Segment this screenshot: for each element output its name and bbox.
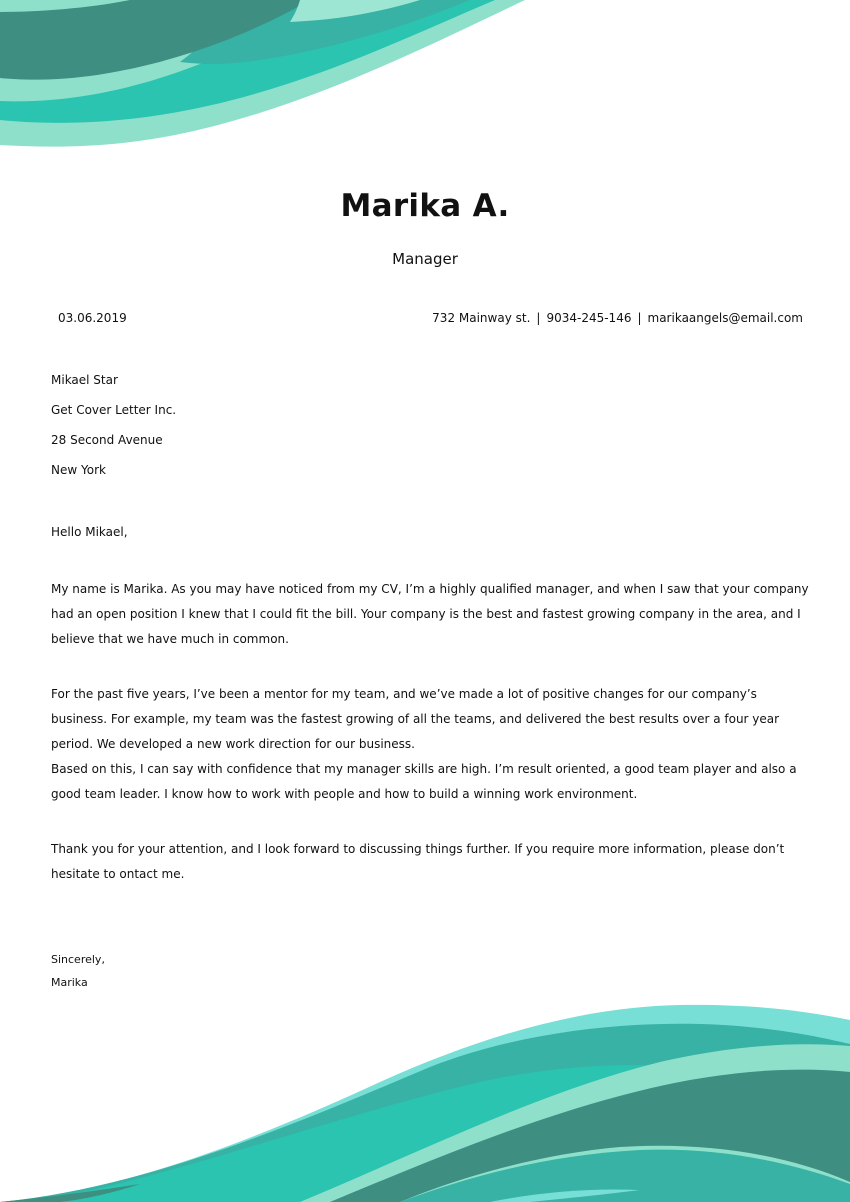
contact-phone: 9034-245-146 — [546, 311, 632, 325]
contact-line — [432, 311, 803, 325]
recipient-street: 28 Second Avenue — [51, 433, 163, 447]
candidate-role: Manager — [392, 250, 458, 268]
top-wave-decoration — [0, 0, 850, 160]
candidate-name: Marika A. — [340, 188, 510, 224]
letter-paragraph: My name is Marika. As you may have noticed from my CV, I’m a highly qualified manager, and when I saw that your company had an open position I knew that I could fit the bill. Your company is the best and fastest growing company in the area, and I believe that we have much in common. — [51, 582, 809, 646]
recipient-company: Get Cover Letter Inc. — [51, 403, 177, 417]
letter-paragraph: For the past five years, I’ve been a mentor for my team, and we’ve made a lot of positive changes for our company’s business. For example, my team was the fastest growing of all the teams, and delivered the best results over a four year period. We developed a new work direction for our business. — [51, 687, 780, 751]
signature-name: Marika — [51, 976, 88, 989]
letter-paragraph: Thank you for your attention, and I look forward to discussing things further. If you require more information, please don’t hesitate to ontact me. — [51, 842, 785, 881]
contact-separator: | — [637, 311, 642, 325]
closing-salutation: Sincerely, — [51, 953, 105, 966]
letter-greeting: Hello Mikael, — [51, 525, 128, 539]
recipient-block — [51, 372, 176, 492]
contact-address: 732 Mainway st. — [432, 311, 531, 325]
letter-date: 03.06.2019 — [58, 311, 127, 325]
contact-email: marikaangels@email.com — [647, 311, 803, 325]
recipient-city: New York — [51, 463, 106, 477]
bottom-wave-decoration — [0, 1002, 850, 1202]
letter-paragraph: Based on this, I can say with confidence that my manager skills are high. I’m result oriented, a good team player and also a good team leader. I know how to work with people and how to build a winning work environment. — [51, 762, 797, 801]
closing-block — [51, 948, 105, 994]
recipient-name: Mikael Star — [51, 373, 118, 387]
contact-separator: | — [536, 311, 541, 325]
